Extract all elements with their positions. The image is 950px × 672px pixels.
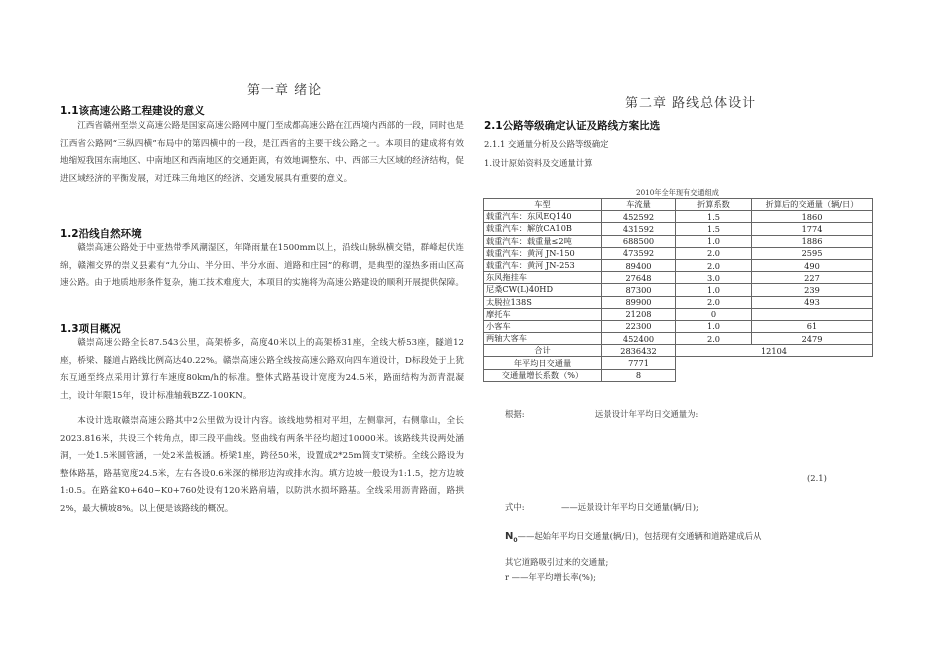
section-1-1-body: 江西省赣州至崇义高速公路是国家高速公路网中厦门至成都高速公路在江西境内西部的一段，同时也是江西省公路网“三纵四横”布局中的第四横中的一段，是江西省的主要干线公路之一。本项目的建成将有效地缩短我国东南地区、中南地区和西南地区的交通距离，有效地调整东、中、西部三大区域的经济结构，促进区域经济的平衡发展，对迁珠三角地区的经济、交通发展具有重要的意义。 [60, 121, 464, 184]
table-row [484, 223, 873, 235]
cell-factor: 2.0 [676, 333, 752, 345]
table-row [484, 296, 873, 308]
table-body [484, 211, 873, 345]
table-row [484, 211, 873, 223]
cell-factor: 2.0 [676, 259, 752, 271]
section-1-1-heading: 1.1该高速公路工程建设的意义 [60, 105, 205, 117]
cell-vehicle-type: 载重汽车：东风EQ140 [484, 211, 602, 223]
growth-value: 8 [602, 369, 676, 381]
traffic-composition-table [483, 198, 873, 382]
cell-converted: 2479 [752, 333, 873, 345]
aadt-value: 7771 [602, 357, 676, 369]
cell-factor: 2.0 [676, 247, 752, 259]
where-label: 式中: [505, 502, 525, 512]
table-caption: 2010年全年现有交通组成 [636, 188, 719, 197]
cell-factor: 1.0 [676, 284, 752, 296]
table-row [484, 284, 873, 296]
cell-vehicle-type: 载重汽车：黄河 JN-150 [484, 247, 602, 259]
cell-converted: 490 [752, 259, 873, 271]
header-converted: 折算后的交通量（辆/日） [752, 199, 873, 211]
cell-converted: 1774 [752, 223, 873, 235]
cell-factor: 1.5 [676, 211, 752, 223]
cell-factor: 3.0 [676, 272, 752, 284]
cell-converted: 61 [752, 320, 873, 332]
section-2-1-heading: 2.1公路等级确定认证及路线方案比选 [484, 120, 661, 132]
header-flow: 车流量 [602, 199, 676, 211]
cell-vehicle-type: 尼桑CW(L)40HD [484, 284, 602, 296]
section-1-3-body-2: 本设计选取赣崇高速公路其中2公里做为设计内容。该线地势相对平坦，左侧靠河，右侧靠山，全长2023.816米，共设三个转角点，即三段平曲线。竖曲线有两条半径均超过10000米。该路线共设两处涵洞，一处1.5米圆管涵，一处2米盖板涵。桥梁1座，跨径50米，设置成2*25m简支T梁桥。全线公路设为整体路基，路基宽度24.5米，左右各设0.6米深的梯形边沟或排水沟。填方边坡一般设为1:1.5，挖方边坡1:0.5。在路盆K0+640~K0+760处设有120米路肩墙，以防洪水损坏路基。全线采用沥青路面，路拱2%，最大横坡8%。以上便是该路线的概况。 [60, 416, 464, 514]
cell-flow: 89400 [602, 259, 676, 271]
section-1-3-body: 赣崇高速公路全长87.543公里，高架桥多，高度40米以上的高架桥31座，全线大桥53座，隧道12座，桥梁、隧道占路线比例高达40.22%。赣崇高速公路全线按高速公路双向四车道设计，D标段处于上犹东互通至终点采用计算行车速度80km/h的标准。整体式路基设计宽度为24.5米，路面结构为沥青混凝土，设计年限15年，设计标准轴载BZZ-100KN。 [60, 338, 464, 401]
n0-definition: $N_0——$起始年平均日交通量(辆/日)，包括现有交通辆和道路建成后从 [505, 531, 762, 544]
aadt-label: 年平均日交通量 [484, 357, 602, 369]
total-converted: 12104 [676, 345, 873, 357]
equation-number: (2.1) [807, 473, 827, 483]
table-row [484, 320, 873, 332]
cell-vehicle-type: 东风拖挂车 [484, 272, 602, 284]
table-growth-row [484, 369, 873, 381]
total-label: 合计 [484, 345, 602, 357]
section-1-2-body: 赣崇高速公路处于中亚热带季风潮湿区，年降雨量在1500mm以上，沿线山脉纵横交错，群峰起伏连绵，赣湘交界的崇义县素有“九分山、半分田、半分水面、道路和庄园”的称谓，是典型的湿热多雨山区高速公路。由于地质地形条件复杂，施工技术难度大，本项目的实施将为高速公路建设的顺利开展提供保障。 [60, 243, 464, 288]
table-aadt-row [484, 357, 873, 369]
cell-vehicle-type: 小客车 [484, 320, 602, 332]
subsection-design-data: 1.设计原始资料及交通量计算 [484, 158, 593, 168]
right-page [475, 0, 950, 672]
table-header-row [484, 199, 873, 211]
chapter-2-title: 第二章 路线总体设计 [625, 96, 757, 111]
basis-label: 根据: [505, 409, 525, 419]
cell-vehicle-type: 载重汽车：解放CA10B [484, 223, 602, 235]
subsection-2-1-1: 2.1.1 交通量分析及公路等级确定 [484, 139, 609, 149]
cell-flow: 89900 [602, 296, 676, 308]
cell-flow: 688500 [602, 235, 676, 247]
table-row [484, 259, 873, 271]
chapter-1-title: 第一章 绪论 [247, 83, 323, 98]
cell-flow: 27648 [602, 272, 676, 284]
cell-flow: 431592 [602, 223, 676, 235]
header-vehicle-type: 车型 [484, 199, 602, 211]
cell-converted: 2595 [752, 247, 873, 259]
table-total-row [484, 345, 873, 357]
cell-factor: 2.0 [676, 296, 752, 308]
header-factor: 折算系数 [676, 199, 752, 211]
section-1-3-heading: 1.3项目概况 [60, 323, 121, 335]
where-text: ——远景设计年平均日交通量(辆/日); [561, 502, 699, 512]
cell-flow: 87300 [602, 284, 676, 296]
cell-converted: 239 [752, 284, 873, 296]
growth-label: 交通量增长系数（%） [484, 369, 602, 381]
cell-converted: 1886 [752, 235, 873, 247]
cell-converted: 493 [752, 296, 873, 308]
r-definition: r ——年平均增长率(%); [505, 572, 596, 582]
cell-flow: 21208 [602, 308, 676, 320]
cell-flow: 452400 [602, 333, 676, 345]
cell-flow: 22300 [602, 320, 676, 332]
cell-vehicle-type: 摩托车 [484, 308, 602, 320]
cell-factor: 0 [676, 308, 752, 320]
cell-converted: 1860 [752, 211, 873, 223]
cell-vehicle-type: 载重汽车：载重量≤2吨 [484, 235, 602, 247]
cell-vehicle-type: 载重汽车：黄河 JN-253 [484, 259, 602, 271]
n0-symbol: $N_0$ [505, 531, 518, 544]
table-row [484, 272, 873, 284]
section-1-2-heading: 1.2沿线自然环境 [60, 228, 142, 240]
cell-factor: 1.0 [676, 235, 752, 247]
cell-vehicle-type: 太脱拉138S [484, 296, 602, 308]
table-row [484, 247, 873, 259]
cell-factor: 1.0 [676, 320, 752, 332]
cell-vehicle-type: 两轴大客车 [484, 333, 602, 345]
cell-flow: 452592 [602, 211, 676, 223]
cell-converted [752, 308, 873, 320]
cell-factor: 1.5 [676, 223, 752, 235]
table-row [484, 235, 873, 247]
cell-flow: 473592 [602, 247, 676, 259]
total-flow: 2836432 [602, 345, 676, 357]
other-traffic-text: 其它道路吸引过来的交通量; [505, 557, 609, 567]
cell-converted: 227 [752, 272, 873, 284]
table-row [484, 333, 873, 345]
table-row [484, 308, 873, 320]
basis-text: 远景设计年平均日交通量为: [595, 409, 699, 419]
